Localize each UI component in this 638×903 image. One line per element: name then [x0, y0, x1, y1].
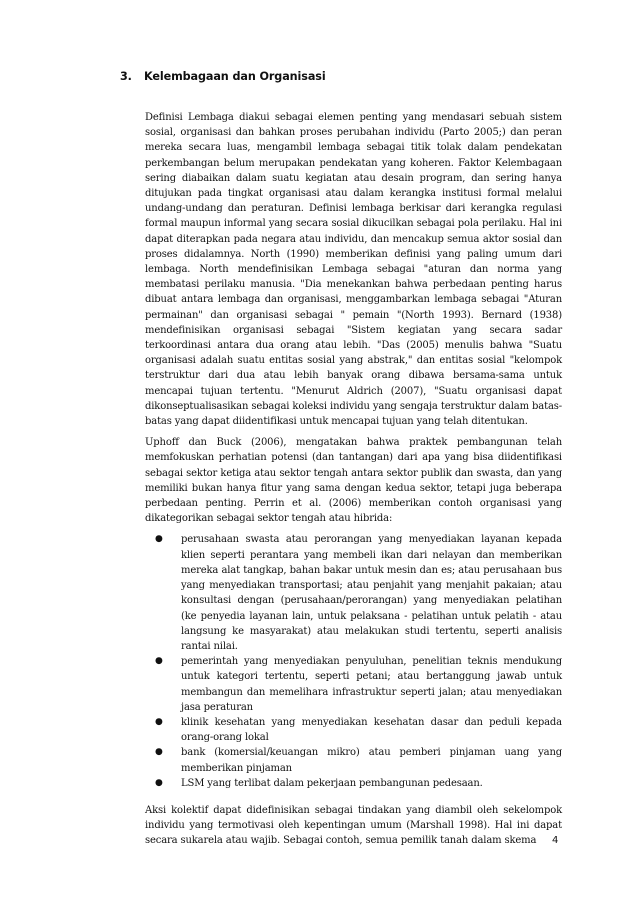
page-number: 4 [552, 835, 559, 846]
paragraph-collective-action: Aksi kolektif dapat didefinisikan sebagai tindakan yang diambil oleh sekelompok individu yang termotivasi oleh kepentingan umum (Marshall 1998). Hal ini dapat secara sukarela atau wajib. Sebagai contoh, semua pemilik tanah dalam skema [145, 804, 562, 847]
body-text [145, 110, 562, 855]
list-item [145, 745, 562, 775]
bullet-icon: ● [155, 777, 163, 788]
list-item-text: bank (komersial/keuangan mikro) atau pemberi pinjaman uang yang memberikan pinjaman [181, 747, 562, 774]
list-item [145, 532, 562, 654]
list-item-text: klinik kesehatan yang menyediakan kesehatan dasar dan peduli kepada orang-orang lokal [181, 716, 562, 744]
bullet-icon: ● [155, 716, 163, 727]
hybrid-organization-list [145, 532, 562, 790]
list-item [145, 654, 562, 715]
bullet-icon: ● [155, 534, 163, 545]
bullet-icon: ● [155, 656, 163, 667]
list-item [145, 776, 562, 791]
section-title: Kelembagaan dan Organisasi [144, 70, 326, 83]
list-item-text: pemerintah yang menyediakan penyuluhan, penelitian teknis mendukung untuk kategori tertentu, seperti petani; atau bertanggung jawab untuk membangun dan memelihara infrastruktur seperti jalan; atau menyediakan jasa peraturan [181, 656, 562, 713]
list-item [145, 715, 562, 745]
list-item-text: perusahaan swasta atau perorangan yang menyediakan layanan kepada klien seperti perantara yang membeli ikan dari nelayan dan memberikan mereka alat tangkap, bahan bakar untuk mesin dan es; atau perusahaan bus yang menyediakan transportasi; atau penjahit yang menjahit pakaian; atau konsultasi dengan (perusahaan/perorangan) yang menyediakan pelatihan (ke penyedia layanan lain, untuk pelaksana - pelatihan untuk pelatih - atau langsung ke masyarakat) atau melakukan studi tertentu, seperti analisis rantai nilai. [181, 534, 562, 652]
paragraph-definition: Definisi Lembaga diakui sebagai elemen penting yang mendasari sebuah sistem sosial, organisasi dan bahkan proses perubahan individu (Parto 2005;) dan peran mereka secara luas, mengambil lembaga sebagai titik tolak dalam pendekatan perkembangan belum merupakan pendekatan yang koheren. Faktor Kelembagaan sering diabaikan dalam suatu kegiatan atau desain program, dan sering hanya ditujukan pada tingkat organisasi atau dalam kerangka institusi formal melalui undang-undang dan peraturan. Definisi lembaga berkisar dari kerangka regulasi formal maupun informal yang secara sosial dikucilkan sebagai pola perilaku. Hal ini dapat diterapkan pada negara atau individu, dan mencakup semua aktor sosial dan proses didalamnya. North (1990) memberikan definisi yang paling umum dari lembaga. North mendefinisikan Lembaga sebagai "aturan dan norma yang membatasi perilaku manusia. "Dia menekankan bahwa perbedaan penting harus dibuat antara lembaga dan organisasi, menggambarkan lembaga sebagai "Aturan permainan" dan organisasi sebagai " pemain "(North 1993). Bernard (1938) mendefinisikan organisasi sebagai "Sistem kegiatan yang secara sadar terkoordinasi antara dua orang atau lebih. "Das (2005) menulis bahwa "Suatu organisasi adalah suatu entitas sosial yang abstrak," dan entitas sosial "kelompok terstruktur dari dua atau lebih banyak orang dibawa bersama-sama untuk mencapai tujuan tertentu. "Menurut Aldrich (2007), "Suatu organisasi dapat dikonseptualisasikan sebagai koleksi individu yang sengaja terstruktur dalam batas-batas yang dapat diidentifikasi untuk mencapai tujuan yang telah ditentukan. [145, 112, 562, 428]
section-heading [120, 70, 326, 83]
list-item-text: LSM yang terlibat dalam pekerjaan pembangunan pedesaan. [181, 777, 483, 789]
bullet-icon: ● [155, 747, 163, 758]
paragraph-uphoff: Uphoff dan Buck (2006), mengatakan bahwa praktek pembangunan telah memfokuskan perhatian potensi (dan tantangan) dari apa yang bisa diidentifikasi sebagai sektor ketiga atau sektor tengah antara sektor publik dan swasta, dan yang memiliki bukan hanya fitur yang sama dengan kedua sektor, tetapi juga beberapa perbedaan penting. Perrin et al. (2006) memberikan contoh organisasi yang dikategorikan sebagai sektor tengah atau hibrida: [145, 437, 562, 525]
section-number: 3. [120, 70, 132, 83]
